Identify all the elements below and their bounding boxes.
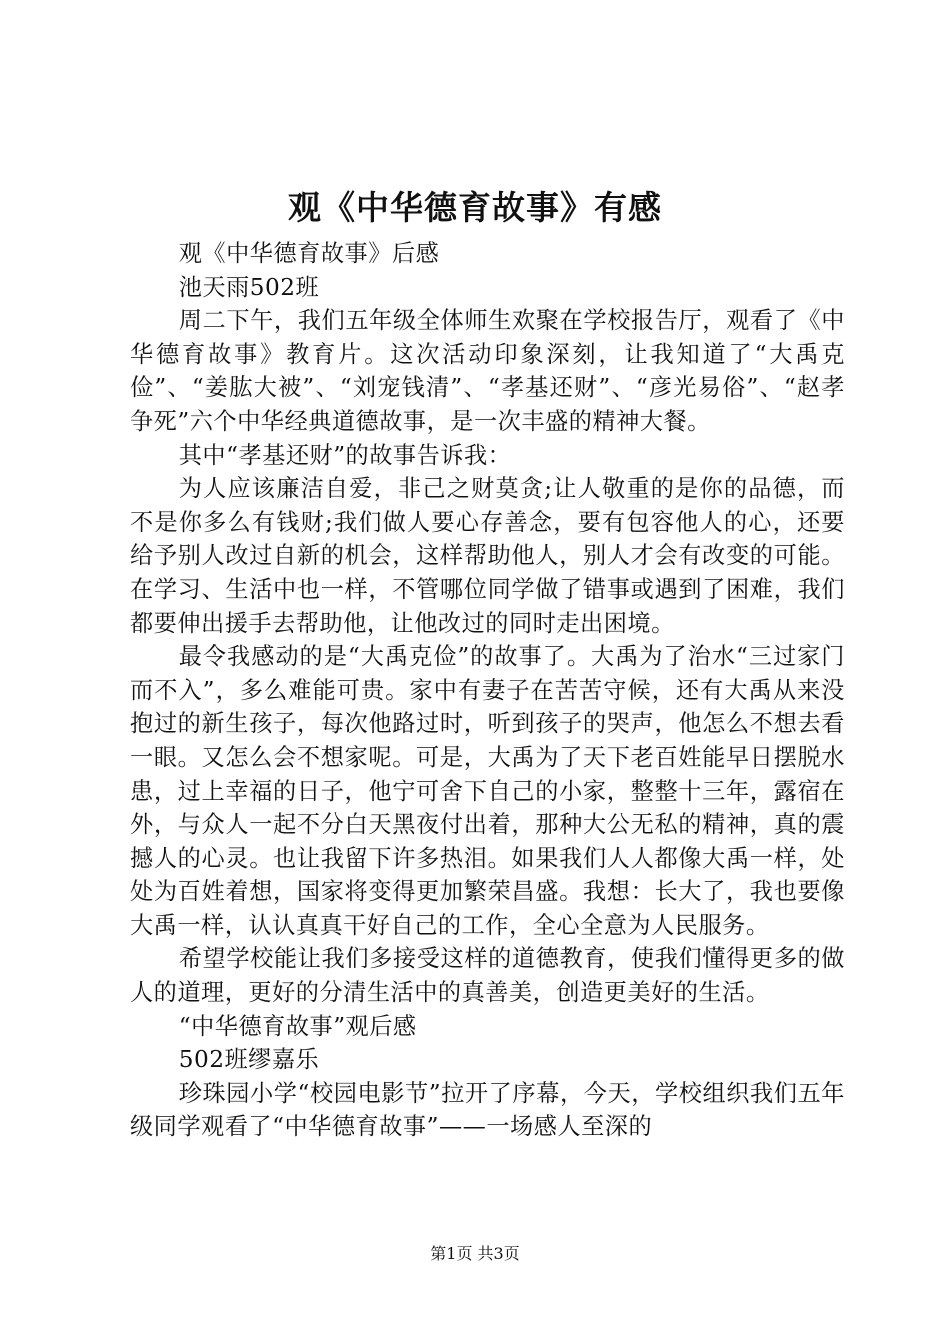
document-title: 观《中华德育故事》有感 (288, 188, 662, 227)
document-body (130, 237, 845, 1144)
paragraph: 希望学校能让我们多接受这样的道德教育，使我们懂得更多的做人的道理，更好的分清生活中的真善美，创造更美好的生活。 (130, 945, 845, 1007)
second-author-line: 502班缪嘉乐 (178, 1046, 320, 1074)
subtitle: 观《中华德育故事》后感 (178, 240, 440, 267)
paragraph: 为人应该廉洁自爱，非己之财莫贪;让人敬重的是你的品德，而不是你多么有钱财;我们做人要心存善念，要有包容他人的心，还要给予别人改过自新的机会，这样帮助他人，别人才会有改变的可能。在学习、生活中也一样，不管哪位同学做了错事或遇到了困难，我们都要伸出援手去帮助他，让他改过的同时走出困境。 (130, 475, 845, 637)
paragraph: 其中“孝基还财”的故事告诉我： (178, 441, 512, 469)
paragraph: 珍珠园小学“校园电影节”拉开了序幕，今天，学校组织我们五年级同学观看了“中华德育故事”——一场感人至深的 (130, 1079, 845, 1141)
paragraph: 最令我感动的是“大禹克俭”的故事了。大禹为了治水“三过家门而不入”，多么难能可贵。家中有妻子在苦苦守候，还有大禹从来没抱过的新生孩子，每次他路过时，听到孩子的哭声，他怎么不想去看一眼。又怎么会不想家呢。可是，大禹为了天下老百姓能早日摆脱水患，过上幸福的日子，他宁可舍下自己的小家，整整十三年，露宿在外，与众人一起不分白天黑夜付出着，那种大公无私的精神，真的震撼人的心灵。也让我留下许多热泪。如果我们人人都像大禹一样，处处为百姓着想，国家将变得更加繁荣昌盛。我想：长大了，我也要像大禹一样，认认真真干好自己的工作，全心全意为人民服务。 (130, 643, 845, 939)
second-essay-title: “中华德育故事”观后感 (178, 1012, 417, 1040)
paragraph: 周二下午，我们五年级全体师生欢聚在学校报告厅，观看了《中华德育故事》教育片。这次活动印象深刻，让我知道了“大禹克俭”、“姜肱大被”、“刘宠钱清”、“孝基还财”、“彦光易俗”、“赵孝争死”六个中华经典道德故事，是一次丰盛的精神大餐。 (130, 307, 845, 435)
author-line: 池天雨502班 (178, 273, 320, 301)
page-footer: 第1页 共3页 (430, 1244, 520, 1263)
